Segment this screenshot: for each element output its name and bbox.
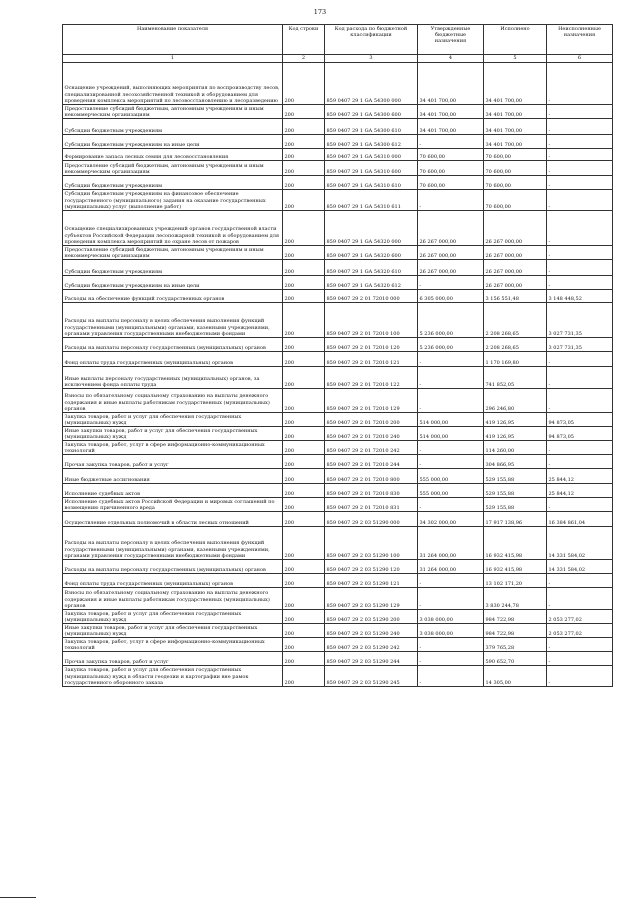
row-unexecuted: -	[547, 63, 613, 105]
row-line-code: 200	[283, 638, 325, 652]
row-line-code: 200	[283, 588, 325, 610]
row-approved: 26 267 000,00	[418, 246, 484, 260]
row-line-code: 200	[283, 527, 325, 560]
row-unexecuted: 94 873,05	[547, 427, 613, 441]
row-unexecuted: 3 027 731,35	[547, 338, 613, 352]
row-unexecuted: -	[547, 260, 613, 276]
row-indicator-name: Закупка товаров, работ, услуг в сфере информационно-коммуникационных технологий	[63, 441, 283, 455]
table-row	[63, 161, 613, 176]
row-approved: -	[418, 276, 484, 290]
table-row	[63, 389, 613, 413]
table-row	[63, 260, 613, 276]
row-unexecuted: -	[547, 246, 613, 260]
row-indicator-name: Расходы на выплаты персоналу в целях обеспечения выполнения функций государственными (муниципальными) органами, казенными учреждениями, органами управления государственными внебюджетными фондами	[63, 303, 283, 338]
table-row	[63, 455, 613, 469]
table-row	[63, 338, 613, 352]
row-budget-code: 859 0407 29 2 01 72010 240	[325, 427, 418, 441]
column-number: 4	[418, 55, 484, 63]
table-row	[63, 652, 613, 666]
row-indicator-name: Закупка товаров, работ и услуг для обеспечения государственных (муниципальных) нужд	[63, 610, 283, 624]
row-approved: 26 267 000,00	[418, 211, 484, 246]
row-indicator-name: Исполнение судебных актов Российской Федерации и мировых соглашений по возмещению причиненного вреда	[63, 498, 283, 512]
row-budget-code: 859 0407 29 2 01 72010 831	[325, 498, 418, 512]
row-executed: 70 600,00	[484, 190, 547, 211]
row-line-code: 200	[283, 303, 325, 338]
table-row	[63, 588, 613, 610]
table-row	[63, 666, 613, 687]
table-row	[63, 413, 613, 427]
row-budget-code: 859 0407 29 2 01 72010 830	[325, 484, 418, 498]
row-line-code: 200	[283, 512, 325, 527]
row-approved: 3 038 000,00	[418, 610, 484, 624]
row-executed: 34 401 700,00	[484, 105, 547, 119]
row-executed: 14 305,00	[484, 666, 547, 687]
row-line-code: 200	[283, 246, 325, 260]
table-row	[63, 469, 613, 484]
row-unexecuted: -	[547, 441, 613, 455]
row-approved: -	[418, 367, 484, 389]
row-approved: 6 305 000,00	[418, 290, 484, 303]
row-line-code: 200	[283, 560, 325, 574]
row-indicator-name: Прочая закупка товаров, работ и услуг	[63, 652, 283, 666]
row-indicator-name: Фонд оплаты труда государственных (муниципальных) органов	[63, 352, 283, 367]
row-executed: 296 246,80	[484, 389, 547, 413]
table-row	[63, 498, 613, 512]
row-approved: 514 000,00	[418, 427, 484, 441]
row-approved: -	[418, 574, 484, 588]
row-budget-code: 859 0407 29 2 01 72010 122	[325, 367, 418, 389]
row-approved: 34 302 000,00	[418, 512, 484, 527]
row-unexecuted: 2 053 277,02	[547, 624, 613, 638]
row-indicator-name: Субсидии бюджетным учреждениям	[63, 260, 283, 276]
row-budget-code: 859 0407 29 1 GA 54300 600	[325, 105, 418, 119]
row-unexecuted: 25 844,12	[547, 484, 613, 498]
row-line-code: 200	[283, 652, 325, 666]
row-executed: 529 155,88	[484, 484, 547, 498]
row-indicator-name: Закупка товаров, работ и услуг для обеспечения государственных (муниципальных) нужд	[63, 413, 283, 427]
row-indicator-name: Осуществление отдельных полномочий в области лесных отношений	[63, 512, 283, 527]
column-number: 6	[547, 55, 613, 63]
row-approved: 5 236 000,00	[418, 338, 484, 352]
header-approved: Утвержденные бюджетные назначения	[418, 25, 484, 55]
row-unexecuted: -	[547, 574, 613, 588]
row-unexecuted: -	[547, 352, 613, 367]
row-budget-code: 859 0407 29 1 GA 54310 611	[325, 190, 418, 211]
row-unexecuted: -	[547, 276, 613, 290]
row-line-code: 200	[283, 624, 325, 638]
row-budget-code: 859 0407 29 2 03 51290 120	[325, 560, 418, 574]
row-line-code: 200	[283, 574, 325, 588]
row-unexecuted: 3 027 731,35	[547, 303, 613, 338]
row-executed: 3 830 244,78	[484, 588, 547, 610]
row-executed: 304 866,95	[484, 455, 547, 469]
row-executed: 2 208 268,65	[484, 338, 547, 352]
row-budget-code: 859 0407 29 2 03 51290 240	[325, 624, 418, 638]
header-indicator-name: Наименование показателя	[63, 25, 283, 55]
row-executed: 419 126,95	[484, 413, 547, 427]
row-line-code: 200	[283, 389, 325, 413]
row-approved: -	[418, 455, 484, 469]
row-line-code: 200	[283, 211, 325, 246]
row-budget-code: 859 0407 29 2 03 51290 200	[325, 610, 418, 624]
page-number: 173	[313, 8, 327, 16]
row-line-code: 200	[283, 149, 325, 161]
row-line-code: 200	[283, 413, 325, 427]
row-approved: -	[418, 638, 484, 652]
row-indicator-name: Взносы по обязательному социальному страхованию на выплаты денежного содержания и иные выплаты работникам государственных (муниципальных) органов	[63, 389, 283, 413]
table-row	[63, 427, 613, 441]
row-budget-code: 859 0407 29 1 GA 54300 000	[325, 63, 418, 105]
row-executed: 70 600,00	[484, 149, 547, 161]
row-budget-code: 859 0407 29 2 01 72010 121	[325, 352, 418, 367]
row-budget-code: 859 0407 29 2 01 72010 244	[325, 455, 418, 469]
row-executed: 70 600,00	[484, 161, 547, 176]
row-budget-code: 859 0407 29 2 03 51290 121	[325, 574, 418, 588]
row-indicator-name: Предоставление субсидий бюджетным, автономным учреждениям и иным некоммерческим организациям	[63, 105, 283, 119]
row-indicator-name: Формирование запаса лесных семян для лесовосстановления	[63, 149, 283, 161]
row-approved: -	[418, 588, 484, 610]
table-row	[63, 638, 613, 652]
row-budget-code: 859 0407 29 1 GA 54320 612	[325, 276, 418, 290]
row-unexecuted: -	[547, 105, 613, 119]
row-indicator-name: Фонд оплаты труда государственных (муниципальных) органов	[63, 574, 283, 588]
row-executed: 16 932 415,98	[484, 560, 547, 574]
table-row	[63, 246, 613, 260]
header-unexecuted: Неисполненные назначения	[547, 25, 613, 55]
header-line-code: Код строки	[283, 25, 325, 55]
table-row	[63, 303, 613, 338]
column-number: 5	[484, 55, 547, 63]
row-indicator-name: Иные выплаты персоналу государственных (муниципальных) органов, за исключением фонда оплаты труда	[63, 367, 283, 389]
row-unexecuted: 25 844,12	[547, 469, 613, 484]
table-row	[63, 135, 613, 149]
row-line-code: 200	[283, 119, 325, 135]
row-indicator-name: Предоставление субсидий бюджетным, автономным учреждениям и иным некоммерческим организациям	[63, 161, 283, 176]
row-approved: 26 267 000,00	[418, 260, 484, 276]
row-executed: 17 917 138,96	[484, 512, 547, 527]
row-approved: -	[418, 389, 484, 413]
row-budget-code: 859 0407 29 2 01 72010 000	[325, 290, 418, 303]
row-approved: 31 264 000,00	[418, 527, 484, 560]
row-budget-code: 859 0407 29 2 01 72010 120	[325, 338, 418, 352]
row-budget-code: 859 0407 29 2 01 72010 100	[325, 303, 418, 338]
row-indicator-name: Предоставление субсидий бюджетным, автономным учреждениям и иным некоммерческим организациям	[63, 246, 283, 260]
row-indicator-name: Закупка товаров, работ и услуг для обеспечения государственных (муниципальных) нужд в области геодезии и картографии вне рамок государственного оборонного заказа	[63, 666, 283, 687]
row-unexecuted: 3 148 448,52	[547, 290, 613, 303]
row-indicator-name: Закупка товаров, работ, услуг в сфере информационно-коммуникационных технологий	[63, 638, 283, 652]
row-approved: -	[418, 666, 484, 687]
row-budget-code: 859 0407 29 2 01 72010 800	[325, 469, 418, 484]
row-budget-code: 859 0407 29 2 03 51290 245	[325, 666, 418, 687]
row-budget-code: 859 0407 29 2 03 51290 242	[325, 638, 418, 652]
row-unexecuted: 16 384 861,04	[547, 512, 613, 527]
row-unexecuted: -	[547, 652, 613, 666]
footer-rule	[0, 897, 36, 898]
row-indicator-name: Расходы на выплаты персоналу государственных (муниципальных) органов	[63, 338, 283, 352]
table-row	[63, 149, 613, 161]
header-executed: Исполнено	[484, 25, 547, 55]
row-executed: 590 652,70	[484, 652, 547, 666]
row-line-code: 200	[283, 427, 325, 441]
row-indicator-name: Взносы по обязательному социальному страхованию на выплаты денежного содержания и иные выплаты работникам государственных (муниципальных) органов	[63, 588, 283, 610]
row-budget-code: 859 0407 29 2 01 72010 129	[325, 389, 418, 413]
row-indicator-name: Оснащение учреждений, выполняющих мероприятия по воспроизводству лесов, специализированной лесохозяйственной техникой и оборудованием для проведения комплекса мероприятий по лесовосстановлению и лесоразведению	[63, 63, 283, 105]
row-indicator-name: Оснащение специализированных учреждений органов государственной власти субъектов Российской Федерации лесопожарной техникой и оборудованием для проведения комплекса мероприятий по охране лесов от пожаров	[63, 211, 283, 246]
column-number-row	[63, 55, 613, 63]
table-row	[63, 484, 613, 498]
table-row	[63, 527, 613, 560]
row-budget-code: 859 0407 29 1 GA 54320 600	[325, 246, 418, 260]
row-approved: -	[418, 441, 484, 455]
row-approved: 34 401 700,00	[418, 105, 484, 119]
table-row	[63, 441, 613, 455]
row-budget-code: 859 0407 29 2 01 72010 242	[325, 441, 418, 455]
row-executed: 16 932 415,98	[484, 527, 547, 560]
header-row	[63, 25, 613, 55]
row-line-code: 200	[283, 352, 325, 367]
row-executed: 419 126,95	[484, 427, 547, 441]
row-approved: 34 401 700,00	[418, 119, 484, 135]
row-indicator-name: Иные закупки товаров, работ и услуг для обеспечения государственных (муниципальных) нужд	[63, 624, 283, 638]
row-budget-code: 859 0407 29 2 03 51290 000	[325, 512, 418, 527]
row-line-code: 200	[283, 190, 325, 211]
row-budget-code: 859 0407 29 2 03 51290 244	[325, 652, 418, 666]
row-line-code: 200	[283, 276, 325, 290]
row-approved: 555 000,00	[418, 469, 484, 484]
row-unexecuted: -	[547, 135, 613, 149]
table-row	[63, 119, 613, 135]
row-line-code: 200	[283, 338, 325, 352]
row-approved: -	[418, 190, 484, 211]
row-approved: 31 264 000,00	[418, 560, 484, 574]
row-approved: 555 000,00	[418, 484, 484, 498]
row-executed: 26 267 000,00	[484, 276, 547, 290]
row-executed: 984 722,98	[484, 624, 547, 638]
row-approved: -	[418, 652, 484, 666]
row-line-code: 200	[283, 63, 325, 105]
row-budget-code: 859 0407 29 2 03 51290 129	[325, 588, 418, 610]
table-row	[63, 105, 613, 119]
row-unexecuted: -	[547, 176, 613, 190]
row-indicator-name: Субсидии бюджетным учреждениям на иные цели	[63, 276, 283, 290]
table-row	[63, 560, 613, 574]
row-unexecuted: -	[547, 455, 613, 469]
row-line-code: 200	[283, 161, 325, 176]
row-executed: 34 401 700,00	[484, 119, 547, 135]
header-budget-code: Код расхода по бюджетной классификации	[325, 25, 418, 55]
row-unexecuted: -	[547, 190, 613, 211]
row-executed: 26 267 000,00	[484, 260, 547, 276]
table-row	[63, 290, 613, 303]
row-unexecuted: -	[547, 149, 613, 161]
row-executed: 379 765,28	[484, 638, 547, 652]
row-budget-code: 859 0407 29 1 GA 54310 610	[325, 176, 418, 190]
row-executed: 529 155,88	[484, 469, 547, 484]
table-row	[63, 352, 613, 367]
row-unexecuted: -	[547, 367, 613, 389]
row-indicator-name: Расходы на выплаты персоналу в целях обеспечения выполнения функций государственными (муниципальными) органами, казенными учреждениями, органами управления государственными внебюджетными фондами	[63, 527, 283, 560]
row-budget-code: 859 0407 29 1 GA 54320 000	[325, 211, 418, 246]
row-unexecuted: 14 331 584,02	[547, 560, 613, 574]
table-row	[63, 211, 613, 246]
column-number: 2	[283, 55, 325, 63]
table-row	[63, 276, 613, 290]
row-executed: 34 401 700,00	[484, 135, 547, 149]
row-line-code: 200	[283, 260, 325, 276]
column-number: 3	[325, 55, 418, 63]
row-unexecuted: -	[547, 211, 613, 246]
row-approved: 5 236 000,00	[418, 303, 484, 338]
row-line-code: 200	[283, 105, 325, 119]
row-line-code: 200	[283, 498, 325, 512]
row-unexecuted: -	[547, 389, 613, 413]
row-indicator-name: Расходы на обеспечение функций государственных органов	[63, 290, 283, 303]
row-approved: 70 600,00	[418, 161, 484, 176]
row-approved: -	[418, 352, 484, 367]
table-row	[63, 63, 613, 105]
row-approved: -	[418, 498, 484, 512]
row-executed: 34 401 700,00	[484, 63, 547, 105]
row-approved: 70 600,00	[418, 176, 484, 190]
row-unexecuted: -	[547, 119, 613, 135]
row-budget-code: 859 0407 29 1 GA 54300 612	[325, 135, 418, 149]
row-line-code: 200	[283, 455, 325, 469]
row-unexecuted: -	[547, 666, 613, 687]
row-unexecuted: 94 873,05	[547, 413, 613, 427]
row-indicator-name: Субсидии бюджетным учреждениям на финансовое обеспечение государственного (муниципального) задания на оказание государственных (муниципальных) услуг (выполнение работ)	[63, 190, 283, 211]
table-row	[63, 610, 613, 624]
row-line-code: 200	[283, 610, 325, 624]
row-indicator-name: Субсидии бюджетным учреждениям	[63, 119, 283, 135]
row-unexecuted: -	[547, 638, 613, 652]
row-executed: 984 722,98	[484, 610, 547, 624]
row-line-code: 200	[283, 135, 325, 149]
table-row	[63, 512, 613, 527]
table-row	[63, 574, 613, 588]
row-budget-code: 859 0407 29 1 GA 54300 610	[325, 119, 418, 135]
row-line-code: 200	[283, 666, 325, 687]
row-line-code: 200	[283, 469, 325, 484]
row-budget-code: 859 0407 29 2 03 51290 100	[325, 527, 418, 560]
row-executed: 26 267 000,00	[484, 211, 547, 246]
row-approved: 70 600,00	[418, 149, 484, 161]
row-unexecuted: -	[547, 498, 613, 512]
row-indicator-name: Субсидии бюджетным учреждениям на иные цели	[63, 135, 283, 149]
row-indicator-name: Прочая закупка товаров, работ и услуг	[63, 455, 283, 469]
row-executed: 70 600,00	[484, 176, 547, 190]
row-executed: 741 852,05	[484, 367, 547, 389]
row-budget-code: 859 0407 29 2 01 72010 200	[325, 413, 418, 427]
table-row	[63, 367, 613, 389]
row-executed: 3 156 551,48	[484, 290, 547, 303]
row-unexecuted: 14 331 584,02	[547, 527, 613, 560]
row-executed: 529 155,88	[484, 498, 547, 512]
row-executed: 13 102 171,20	[484, 574, 547, 588]
row-budget-code: 859 0407 29 1 GA 54310 600	[325, 161, 418, 176]
row-indicator-name: Расходы на выплаты персоналу государственных (муниципальных) органов	[63, 560, 283, 574]
row-budget-code: 859 0407 29 1 GA 54320 610	[325, 260, 418, 276]
row-approved: 34 401 700,00	[418, 63, 484, 105]
row-line-code: 200	[283, 484, 325, 498]
row-line-code: 200	[283, 290, 325, 303]
table-row	[63, 190, 613, 211]
table-row	[63, 624, 613, 638]
column-number: 1	[63, 55, 283, 63]
row-line-code: 200	[283, 176, 325, 190]
row-executed: 1 170 169,80	[484, 352, 547, 367]
table-row	[63, 176, 613, 190]
row-unexecuted: -	[547, 161, 613, 176]
budget-report-table	[62, 24, 613, 687]
row-approved: -	[418, 135, 484, 149]
row-indicator-name: Иные бюджетные ассигнования	[63, 469, 283, 484]
row-executed: 26 267 000,00	[484, 246, 547, 260]
row-indicator-name: Иные закупки товаров, работ и услуг для обеспечения государственных (муниципальных) нужд	[63, 427, 283, 441]
row-line-code: 200	[283, 441, 325, 455]
row-indicator-name: Исполнение судебных актов	[63, 484, 283, 498]
row-unexecuted: 2 053 277,02	[547, 610, 613, 624]
row-budget-code: 859 0407 29 1 GA 54310 000	[325, 149, 418, 161]
row-approved: 514 000,00	[418, 413, 484, 427]
row-indicator-name: Субсидии бюджетным учреждениям	[63, 176, 283, 190]
row-approved: 3 038 000,00	[418, 624, 484, 638]
row-executed: 2 208 268,65	[484, 303, 547, 338]
row-executed: 114 260,00	[484, 441, 547, 455]
row-line-code: 200	[283, 367, 325, 389]
row-unexecuted: -	[547, 588, 613, 610]
